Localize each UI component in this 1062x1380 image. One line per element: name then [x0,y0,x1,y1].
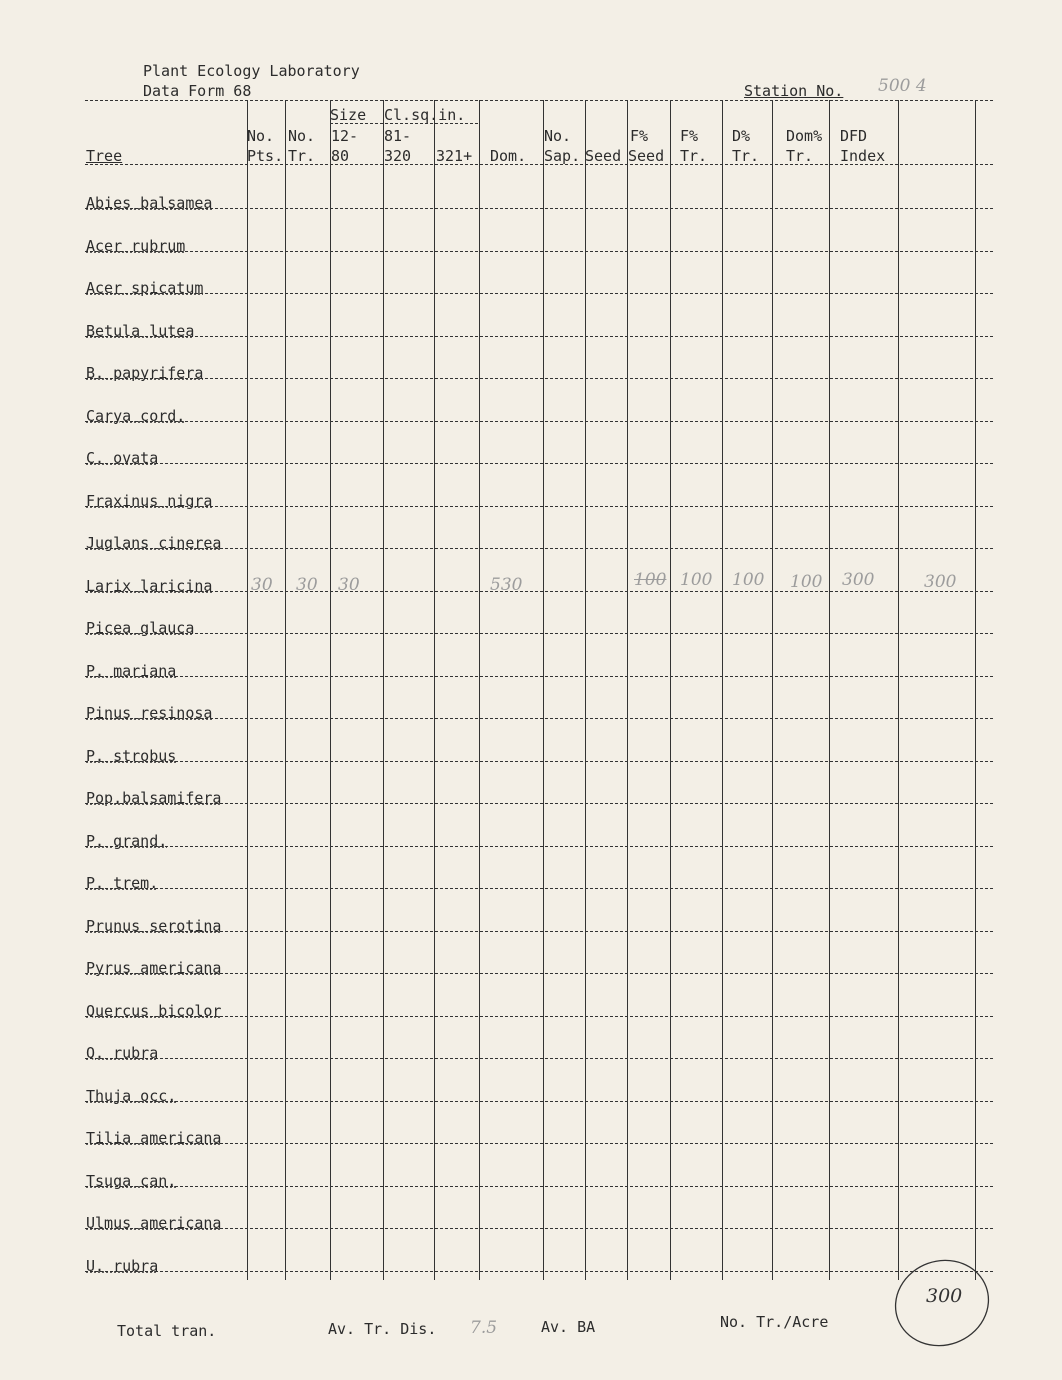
tree-name: Q. rubra [86,1044,159,1062]
col-no-tr: No. [288,127,316,145]
col-size-1b: 80 [331,147,350,165]
tree-name: P. strobus [86,746,177,765]
col-ftr: F% [680,127,699,145]
col-no-pts: No. [247,127,275,145]
footer-av-tr-dis: Av. Tr. Dis. [328,1320,437,1338]
larix-domtr: 100 [790,572,823,592]
tree-name: Ulmus americana [86,1214,222,1232]
tree-name: U. rubra [86,1256,159,1275]
col-dtr-2: Tr. [732,147,760,165]
col-dfd-2: Index [840,147,886,165]
larix-dfd: 300 [842,570,875,590]
tree-name: Abies balsamea [86,194,213,212]
col-domtr: Dom% [786,127,823,145]
col-size-3: 321+ [436,147,473,165]
col-dom: Dom. [490,147,527,165]
footer-no-tr-acre: No. Tr./Acre [720,1313,829,1331]
col-cl-sq-in: Cl.sq.in. [384,106,466,124]
tree-name: Larix laricina [86,576,213,595]
tree-name: Acer spicatum [86,279,204,297]
tree-name: Prunus serotina [86,916,222,935]
tree-name: Pop.balsamifera [86,789,222,807]
tree-name: Pyrus americana [86,959,222,977]
col-no-pts-2: Pts. [247,147,284,165]
col-size-1: 12- [331,127,359,145]
col-domtr-2: Tr. [786,147,814,165]
larix-dtr: 100 [732,570,765,590]
col-no-sap-2: Sap. [544,147,581,165]
col-no-tr-2: Tr. [288,147,316,165]
station-label: Station No. [744,82,844,100]
station-value: 500 4 [878,76,927,96]
col-seed: Seed [585,147,622,165]
larix-size-1: 30 [338,575,360,595]
col-dtr: D% [732,127,751,145]
tree-name: Betula lutea [86,321,195,340]
col-fseed-2: Seed [628,147,665,165]
col-no-sap: No. [544,127,572,145]
col-fseed: F% [630,127,649,145]
tree-name: Tilia americana [86,1129,222,1147]
col-size-2b: 320 [384,147,412,165]
col-size: Size [330,106,367,124]
col-size-2: 81- [384,127,412,145]
tree-name: Juglans cinerea [86,534,222,552]
larix-no-pts: 30 [251,575,273,595]
tree-name: Thuja occ. [86,1086,177,1105]
footer-circled-value: 300 [926,1285,963,1307]
larix-ftr: 100 [680,570,713,590]
tree-name: Quercus bicolor [86,1001,222,1020]
col-ftr-2: Tr. [680,147,708,165]
tree-name: Fraxinus nigra [86,491,213,510]
tree-name: C. ovata [86,449,159,467]
tree-name: Tsuga can. [86,1171,177,1190]
col-dfd: DFD [840,127,868,145]
lab-title: Plant Ecology Laboratory [143,62,360,80]
larix-dom: 530 [490,575,523,595]
tree-name: Acer rubrum [86,236,186,255]
tree-name: P. mariana [86,661,177,680]
larix-fseed: 100 [634,570,667,590]
tree-name: P. grand. [86,831,168,850]
tree-name: B. papyrifera [86,364,204,382]
tree-name: Carya cord. [86,406,186,425]
footer-av-tr-dis-value: 7.5 [470,1318,498,1338]
tree-name: Pinus resinosa [86,704,213,722]
footer-total-tran: Total tran. [117,1322,217,1340]
footer-av-ba: Av. BA [541,1318,596,1336]
col-tree: Tree [86,147,123,165]
tree-name: P. trem. [86,874,159,892]
tree-name: Picea glauca [86,619,195,637]
larix-no-tr: 30 [296,575,318,595]
larix-extra: 300 [924,572,957,592]
form-number: Data Form 68 [143,82,252,100]
